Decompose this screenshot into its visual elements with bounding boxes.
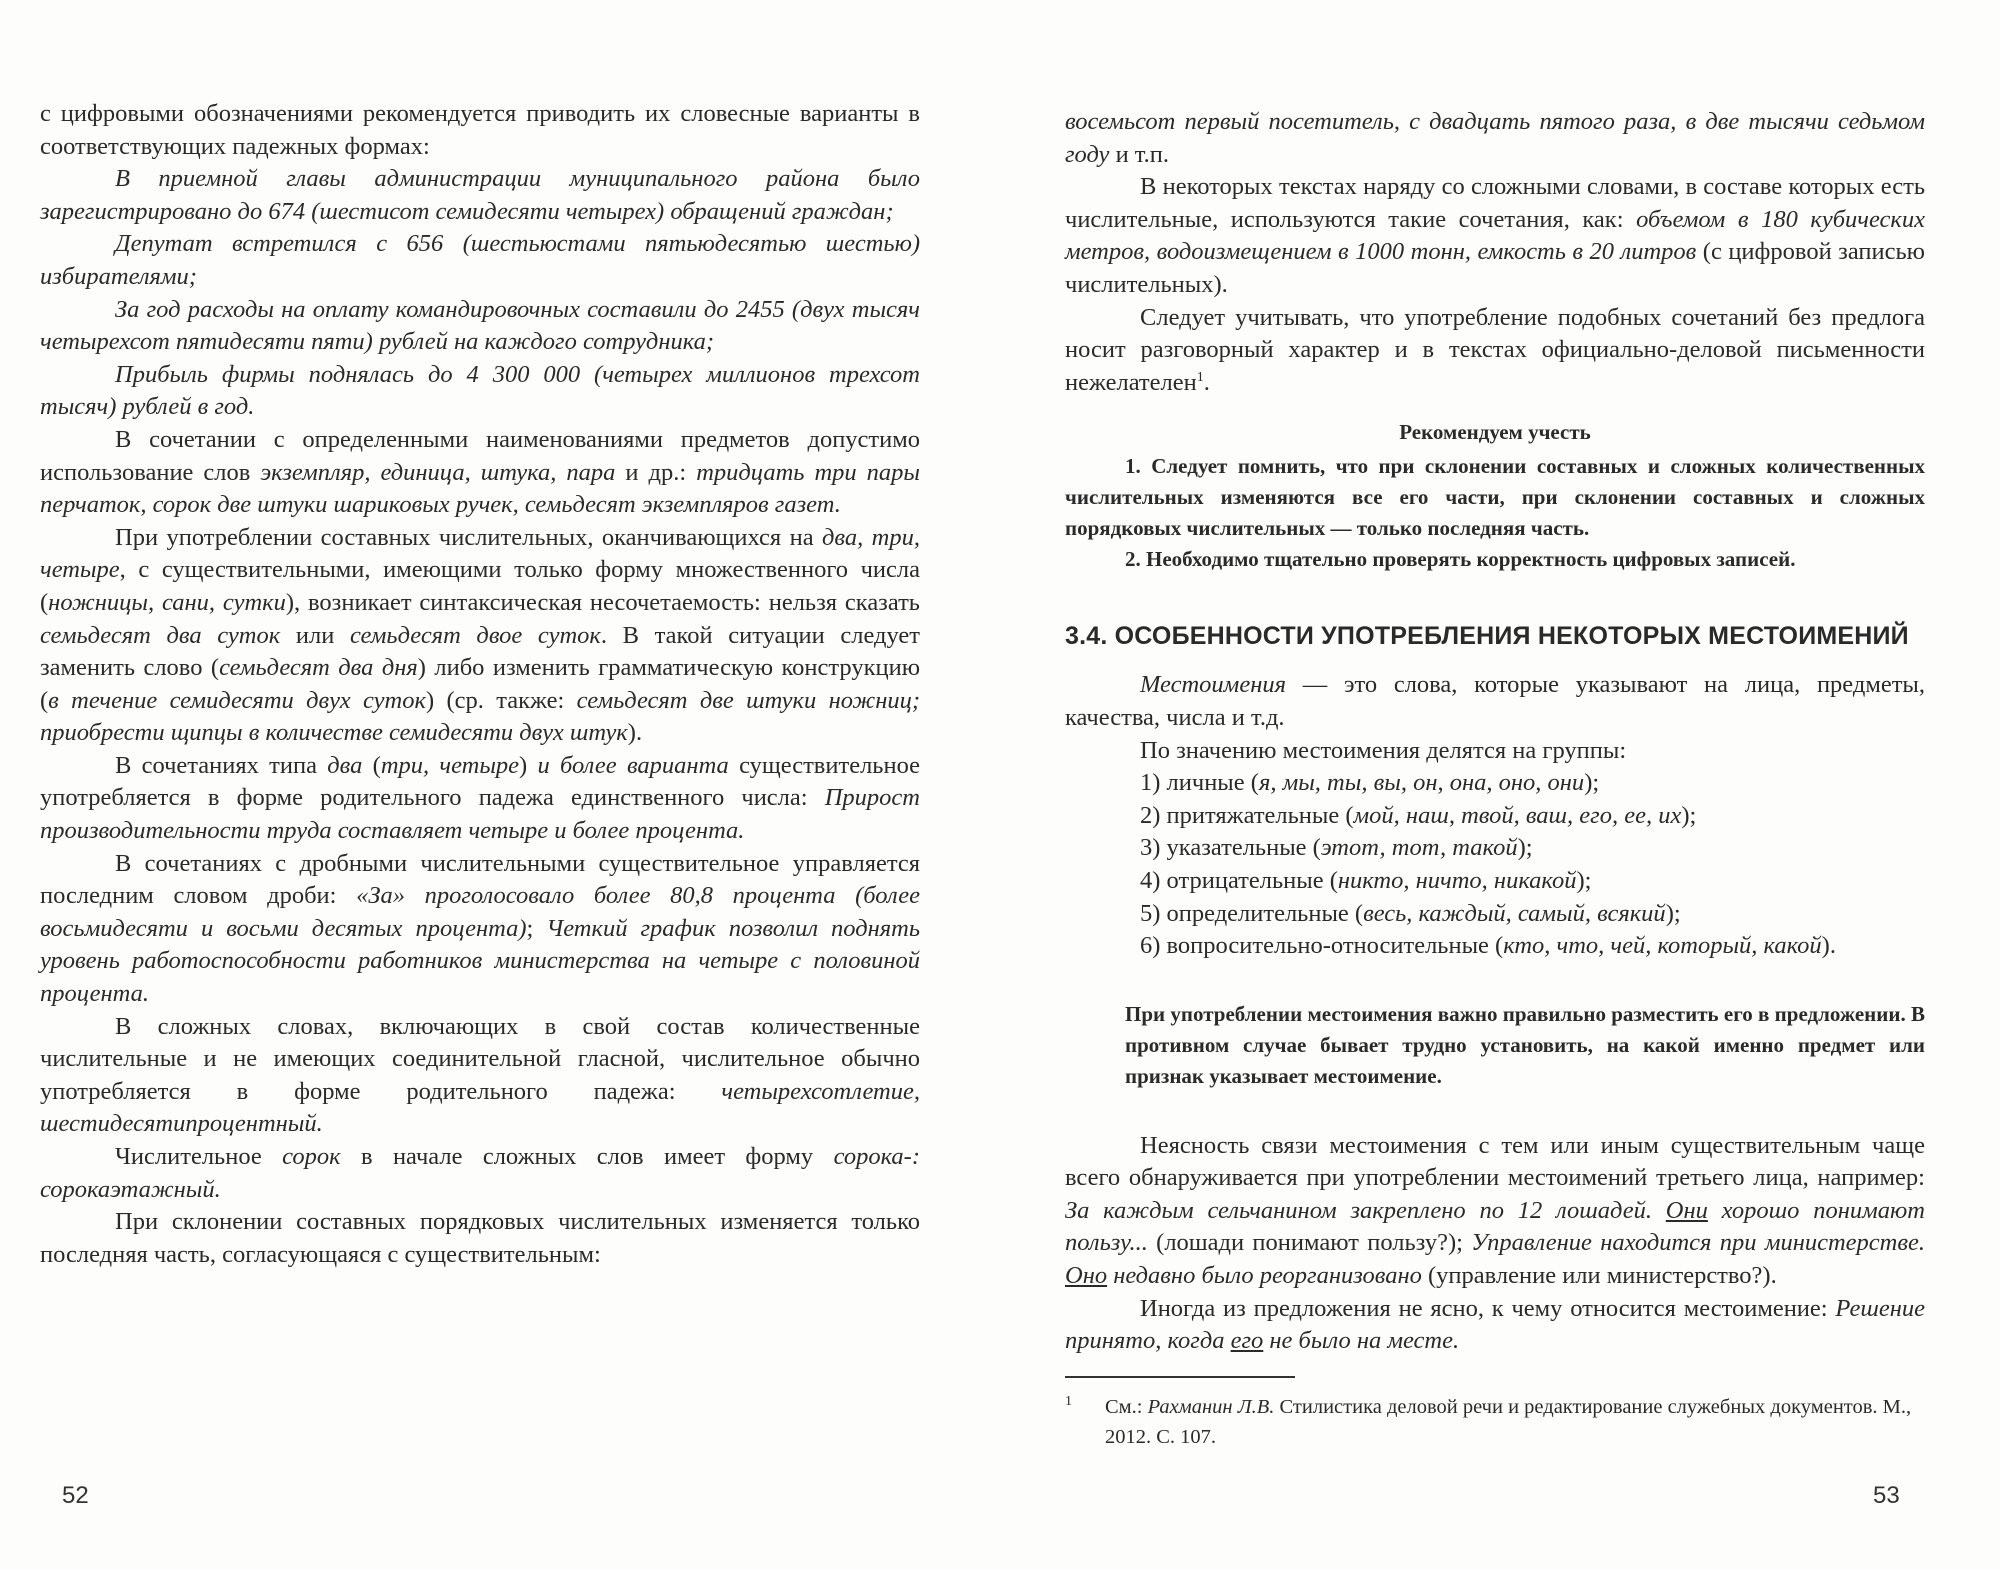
recommendation-item: 2. Необходимо тщательно проверять корректность цифровых записей. [1125, 547, 1796, 572]
text: семьдесят две штуки ножниц; приобрести щипцы в количестве семидесяти двух штук [40, 686, 921, 747]
text: В сочетаниях типа [115, 751, 328, 779]
paragraph [40, 424, 920, 522]
text: сорока-: сорокаэтажный. [40, 1143, 920, 1203]
underlined-pronoun: Они [1665, 1196, 1708, 1224]
paragraph [40, 848, 920, 1011]
text: существительное употребляется в форме родительного падежа единственного числа: [40, 751, 921, 812]
text: «За» проголосовало более 80,8 процента (более восьмидесяти и восьми десятых процента) [40, 882, 920, 942]
text: Числительное [115, 1143, 283, 1170]
text: . В такой ситуации следует заменить слово ( [40, 621, 920, 682]
text: См.: [1105, 1395, 1148, 1418]
text: не было на месте. [1263, 1327, 1460, 1355]
footnote-text [1105, 1392, 1925, 1452]
footnote-mark: 1 [1065, 1393, 1072, 1409]
recommendation-item: 1. Следует помнить, что при склонении составных и сложных количественных числительных изменяются все его части, при склонении составных и сложных порядковых числительных — только последняя часть. [1065, 454, 1925, 541]
text: В сочетании с определенными наименованиями предметов допустимо использование слов [40, 425, 920, 486]
text: Четкий график позволил поднять уровень работоспособности работников министерства на четыре с половиной процента. [40, 914, 920, 1008]
text: Иногда из предложения не ясно, к чему относится местоимение: [1140, 1294, 1836, 1322]
text: тридцать три пары перчаток, сорок две штуки шариковых ручек, семьдесят экземпляров газет. [40, 458, 921, 519]
text: восемьсот первый посетитель, с двадцать пятого раза, в две тысячи седьмом году [1065, 108, 1925, 168]
text: 6) вопросительно-относительные ( [1140, 932, 1504, 960]
paragraph: Следует учитывать, что употребление подобных сочетаний без предлога носит разговорный характер и в текстах официально-деловой письменности нежелателен$^1$. [1065, 303, 1925, 396]
text: Неясность связи местоимения с тем или иным существительным чаще всего обнаруживается при употреблении местоимений третьего лица, например: [1065, 1131, 1925, 1192]
text: экземпляр, единица, штука, пара [260, 458, 616, 486]
highlighted-note: При употреблении местоимения важно правильно разместить его в предложении. В противном случае бывает трудно установить, на какой именно предмет или признак указывает местоимение. [1125, 1001, 1925, 1088]
example: Депутат встретился с 656 (шестьюстами пятьюдесятью шестью) избирателями; [40, 230, 920, 290]
text: два, три, четыре [40, 523, 920, 584]
text: Стилистика деловой речи и редактирование служебных документов. М., 2012. С. 107. [1105, 1395, 1912, 1448]
underlined-pronoun: его [1230, 1327, 1264, 1355]
text: недавно было реорганизовано [1107, 1262, 1422, 1290]
list-item [1065, 930, 1925, 963]
text: Местоимения [1140, 671, 1286, 699]
text: ). [627, 719, 643, 747]
text: ) (ср. также: [425, 686, 577, 714]
text: Следует учитывать, что употребление подобных сочетаний без предлога носит разговорный характер и в текстах официально-деловой письменности нежелателен [1065, 303, 1925, 396]
text: весь, каждый, самый, всякий [1363, 899, 1666, 927]
paragraph: По значению местоимения делятся на группы: [1140, 736, 1627, 764]
text: ). [1821, 932, 1836, 960]
text: (лошади понимают пользу?); [1147, 1229, 1472, 1257]
text: сорок [282, 1143, 341, 1170]
paragraph [1065, 1130, 1925, 1293]
text: ); [1681, 801, 1697, 829]
text: ножницы, сани, сутки [48, 588, 286, 616]
text: ); [1665, 899, 1681, 927]
text: Прирост производительности труда составляет четыре и более процента. [40, 784, 920, 845]
text: ) [519, 751, 538, 779]
pronoun-group-list [1065, 767, 1925, 963]
footnote [1065, 1392, 1925, 1452]
paragraph [40, 1141, 920, 1206]
text: ); [1576, 866, 1592, 894]
text: ); [1517, 834, 1533, 862]
example: В приемной главы администрации муниципального района было зарегистрировано до 674 (шестисот семидесяти четырех) обращений граждан; [40, 165, 920, 225]
text: ), возникает синтаксическая несочетаемость: нельзя сказать [285, 588, 920, 616]
paragraph: с цифровыми обозначениями рекомендуется приводить их словесные варианты в соответствующих падежных формах: [40, 100, 920, 160]
text: 5) определительные ( [1140, 899, 1364, 927]
list-item [1065, 865, 1925, 898]
text: в начале сложных слов имеет форму [340, 1143, 834, 1170]
page-number-right: 53 [1873, 1482, 1900, 1509]
section-heading: 3.4. ОСОБЕННОСТИ УПОТРЕБЛЕНИЯ НЕКОТОРЫХ МЕСТОИМЕНИЙ [1065, 622, 1909, 651]
right-page [1065, 106, 1925, 1452]
text: объемом в 180 кубических метров, водоизмещением в 1000 тонн, емкость в 20 литров [1065, 205, 1926, 266]
text: мой, наш, твой, ваш, его, ее, их [1353, 801, 1682, 829]
text: В сочетаниях с дробными числительными существительное управляется последним словом дроби: [40, 849, 920, 910]
list-item [1065, 832, 1925, 865]
paragraph [1065, 1293, 1925, 1358]
text: никто, ничто, никакой [1337, 866, 1577, 894]
footnote-ref: 1 [1196, 369, 1204, 385]
text: Рахманин Л.В. [1147, 1395, 1275, 1418]
text: (с цифровой записью числительных). [1065, 238, 1925, 298]
text: 3) указательные ( [1140, 834, 1321, 862]
text: четырехсотлетие, шестидесятипроцентный. [40, 1077, 920, 1138]
text: , с существительными, имеющими только форму множественного числа ( [40, 556, 920, 616]
list-item [1065, 800, 1925, 833]
text: или [280, 621, 350, 649]
underlined-pronoun: Оно [1065, 1262, 1108, 1290]
text: В некоторых текстах наряду со сложными словами, в составе которых есть числительные, используются такие сочетания, как: [1065, 173, 1925, 233]
text: два [327, 751, 363, 779]
text: За каждым сельчанином закреплено по 12 лошадей. [1065, 1196, 1666, 1224]
text: и более варианта [537, 751, 729, 779]
list-item [1065, 898, 1925, 931]
text: 1) личные ( [1140, 769, 1259, 797]
text: семьдесят два дня [219, 654, 418, 682]
text: семьдесят двое суток [349, 621, 601, 649]
example: За год расходы на оплату командировочных составили до 2455 (двух тысяч четырехсот пятидесяти пяти) рублей на каждого сотрудника; [40, 295, 920, 356]
text: хорошо понимают пользу... [1065, 1196, 1925, 1257]
text: Управление находится при министерстве. [1471, 1229, 1926, 1257]
list-item [1065, 767, 1925, 800]
text: кто, что, чей, который, какой [1503, 932, 1822, 960]
text: ); [1584, 769, 1600, 797]
text: в течение семидесяти двух суток [48, 686, 426, 714]
recommendation-title: Рекомендуем учесть [1399, 420, 1591, 445]
paragraph [1065, 171, 1925, 301]
paragraph: При склонении составных порядковых числительных изменяется только последняя часть, согласующаяся с существительным: [40, 1208, 920, 1268]
paragraph [40, 1011, 920, 1141]
paragraph [40, 750, 920, 848]
paragraph [1065, 669, 1925, 734]
text: Решение принято, когда [1065, 1294, 1925, 1355]
text: 2) притяжательные ( [1140, 801, 1354, 829]
paragraph [1065, 106, 1925, 171]
text: ) либо изменить грамматическую конструкцию ( [40, 654, 920, 714]
text: ( [362, 751, 381, 779]
text: я, мы, ты, вы, он, она, оно, они [1258, 769, 1585, 797]
paragraph [40, 522, 920, 750]
footnote-divider [1065, 1376, 1295, 1378]
text: (управление или министерство?). [1421, 1262, 1777, 1290]
example: Прибыль фирмы поднялась до 4 300 000 (четырех миллионов трехсот тысяч) рублей в год. [40, 360, 920, 421]
text: семьдесят два суток [40, 621, 281, 649]
text: и др.: [615, 458, 697, 486]
text: ; [526, 914, 547, 942]
text: В сложных словах, включающих в свой состав количественные числительные и не имеющих соединительной гласной, числительное обычно употребляется в форме родительного падежа: [40, 1012, 920, 1105]
page-number-left: 52 [62, 1482, 89, 1509]
text: и т.п. [1109, 140, 1170, 168]
text: — это слова, которые указывают на лица, предметы, качества, числа и т.д. [1065, 671, 1925, 731]
text: три, четыре [380, 751, 520, 779]
text: этот, тот, такой [1320, 834, 1518, 862]
left-page [40, 98, 920, 1271]
text: 4) отрицательные ( [1140, 866, 1338, 894]
text: При употреблении составных числительных, оканчивающихся на [115, 523, 823, 551]
